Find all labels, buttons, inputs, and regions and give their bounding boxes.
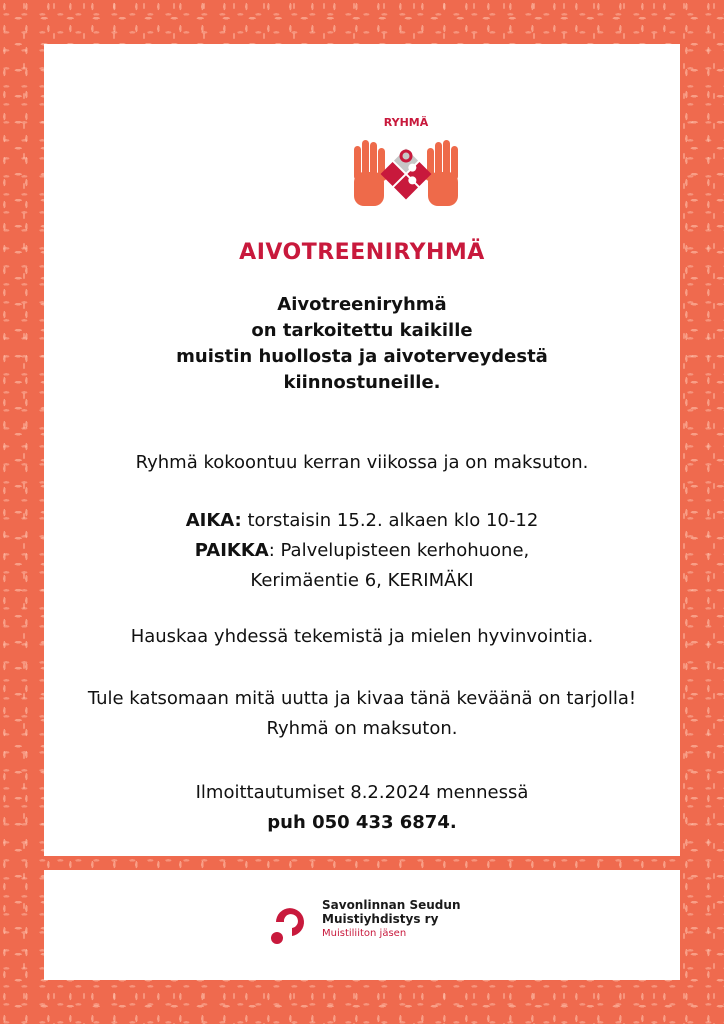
organization-name bbox=[322, 898, 460, 926]
group-logo bbox=[344, 116, 468, 246]
organization-logo bbox=[266, 896, 466, 952]
come-line-2: Ryhmä on maksuton. bbox=[266, 718, 458, 739]
place-row bbox=[44, 538, 680, 564]
footer-panel bbox=[44, 870, 680, 980]
poster-panel bbox=[44, 44, 680, 856]
intro-line: muistin huollosta ja aivoterveydestä bbox=[176, 346, 548, 367]
meeting-text: Ryhmä kokoontuu kerran viikossa ja on maksuton. bbox=[135, 452, 589, 473]
intro-text bbox=[44, 292, 680, 396]
muistiliitto-logo-icon bbox=[266, 900, 312, 948]
place-value: : Palvelupisteen kerhohuone, bbox=[268, 540, 530, 561]
phone-number: puh 050 433 6874. bbox=[267, 812, 457, 833]
fun-text: Hauskaa yhdessä tekemistä ja mielen hyvinvointia. bbox=[130, 626, 594, 647]
membership-text: Muistiliiton jäsen bbox=[322, 928, 407, 939]
group-logo-text: RYHMÄ bbox=[383, 116, 429, 129]
time-value: torstaisin 15.2. alkaen klo 10-12 bbox=[241, 510, 539, 531]
place-address: Kerimäentie 6, KERIMÄKI bbox=[250, 570, 474, 591]
intro-line: on tarkoitettu kaikille bbox=[251, 320, 473, 341]
place-label: PAIKKA bbox=[194, 540, 269, 561]
organization-name-line: Savonlinnan Seudun bbox=[322, 898, 461, 912]
come-line-1: Tule katsomaan mitä uutta ja kivaa tänä keväänä on tarjolla! bbox=[87, 688, 637, 709]
intro-line: Aivotreeniryhmä bbox=[277, 294, 447, 315]
intro-line: kiinnostuneille. bbox=[283, 372, 441, 393]
page-title: AIVOTREENIRYHMÄ bbox=[239, 240, 485, 265]
time-label: AIKA: bbox=[185, 510, 242, 531]
organization-name-line: Muistiyhdistys ry bbox=[322, 912, 439, 926]
time-row bbox=[44, 508, 680, 534]
registration-text: Ilmoittautumiset 8.2.2024 mennessä bbox=[195, 782, 529, 803]
hands-puzzle-icon bbox=[344, 132, 468, 216]
